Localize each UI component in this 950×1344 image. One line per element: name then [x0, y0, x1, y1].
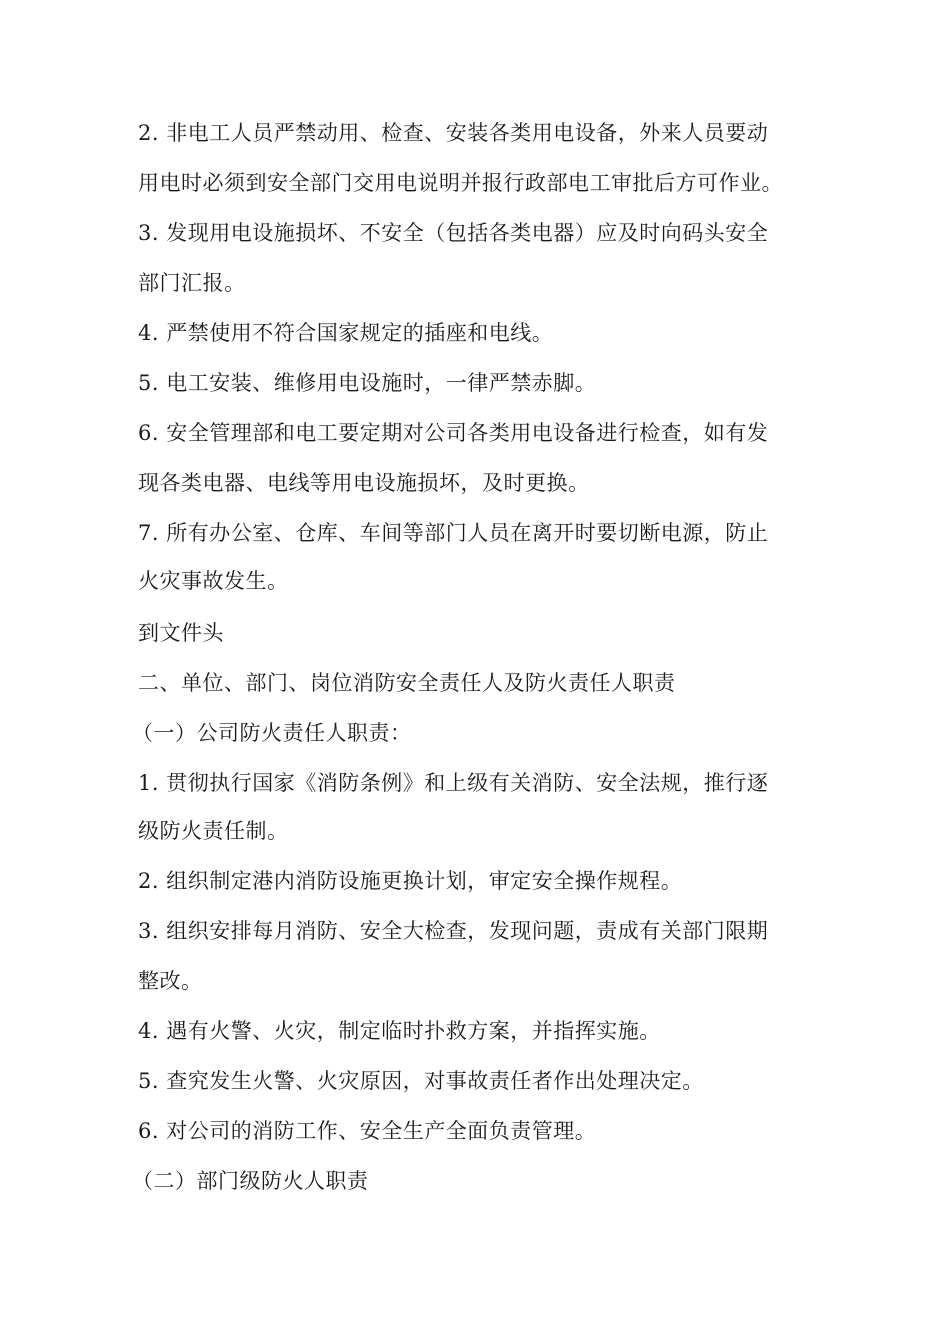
subsection-heading-department: （二）部门级防火人职责	[132, 1169, 369, 1193]
text-line-electrical-rule-3b: 部门汇报。	[138, 271, 246, 295]
text-line-company-duty-1b: 级防火责任制。	[138, 819, 289, 843]
text-line-electrical-rule-6b: 现各类电器、电线等用电设施损坏，及时更换。	[138, 471, 590, 495]
text-line-company-duty-2: 2. 组织制定港内消防设施更换计划，审定安全操作规程。	[138, 869, 683, 893]
back-to-top-link[interactable]: 到文件头	[138, 621, 224, 645]
text-line-company-duty-5: 5. 查究发生火警、火灾原因，对事故责任者作出处理决定。	[138, 1069, 704, 1093]
text-line-company-duty-3b: 整改。	[138, 969, 203, 993]
subsection-heading-company: （一）公司防火责任人职责：	[132, 721, 412, 745]
text-line-electrical-rule-6a: 6. 安全管理部和电工要定期对公司各类用电设备进行检查，如有发	[138, 421, 769, 445]
text-line-company-duty-3a: 3. 组织安排每月消防、安全大检查，发现问题，责成有关部门限期	[138, 919, 769, 943]
text-line-company-duty-1a: 1. 贯彻执行国家《消防条例》和上级有关消防、安全法规，推行逐	[138, 771, 769, 795]
text-line-company-duty-4: 4. 遇有火警、火灾，制定临时扑救方案，并指挥实施。	[138, 1019, 661, 1043]
text-line-electrical-rule-7b: 火灾事故发生。	[138, 569, 289, 593]
text-line-electrical-rule-5: 5. 电工安装、维修用电设施时，一律严禁赤脚。	[138, 371, 597, 395]
section-heading-responsibilities: 二、单位、部门、岗位消防安全责任人及防火责任人职责	[138, 671, 676, 695]
text-line-electrical-rule-2a: 2. 非电工人员严禁动用、检查、安装各类用电设备，外来人员要动	[138, 121, 769, 145]
text-line-electrical-rule-7a: 7. 所有办公室、仓库、车间等部门人员在离开时要切断电源，防止	[138, 521, 769, 545]
text-line-electrical-rule-4: 4. 严禁使用不符合国家规定的插座和电线。	[138, 321, 554, 345]
text-line-electrical-rule-3a: 3. 发现用电设施损坏、不安全（包括各类电器）应及时向码头安全	[138, 221, 769, 245]
text-line-electrical-rule-2b: 用电时必须到安全部门交用电说明并报行政部电工审批后方可作业。	[138, 171, 783, 195]
text-line-company-duty-6: 6. 对公司的消防工作、安全生产全面负责管理。	[138, 1119, 597, 1143]
